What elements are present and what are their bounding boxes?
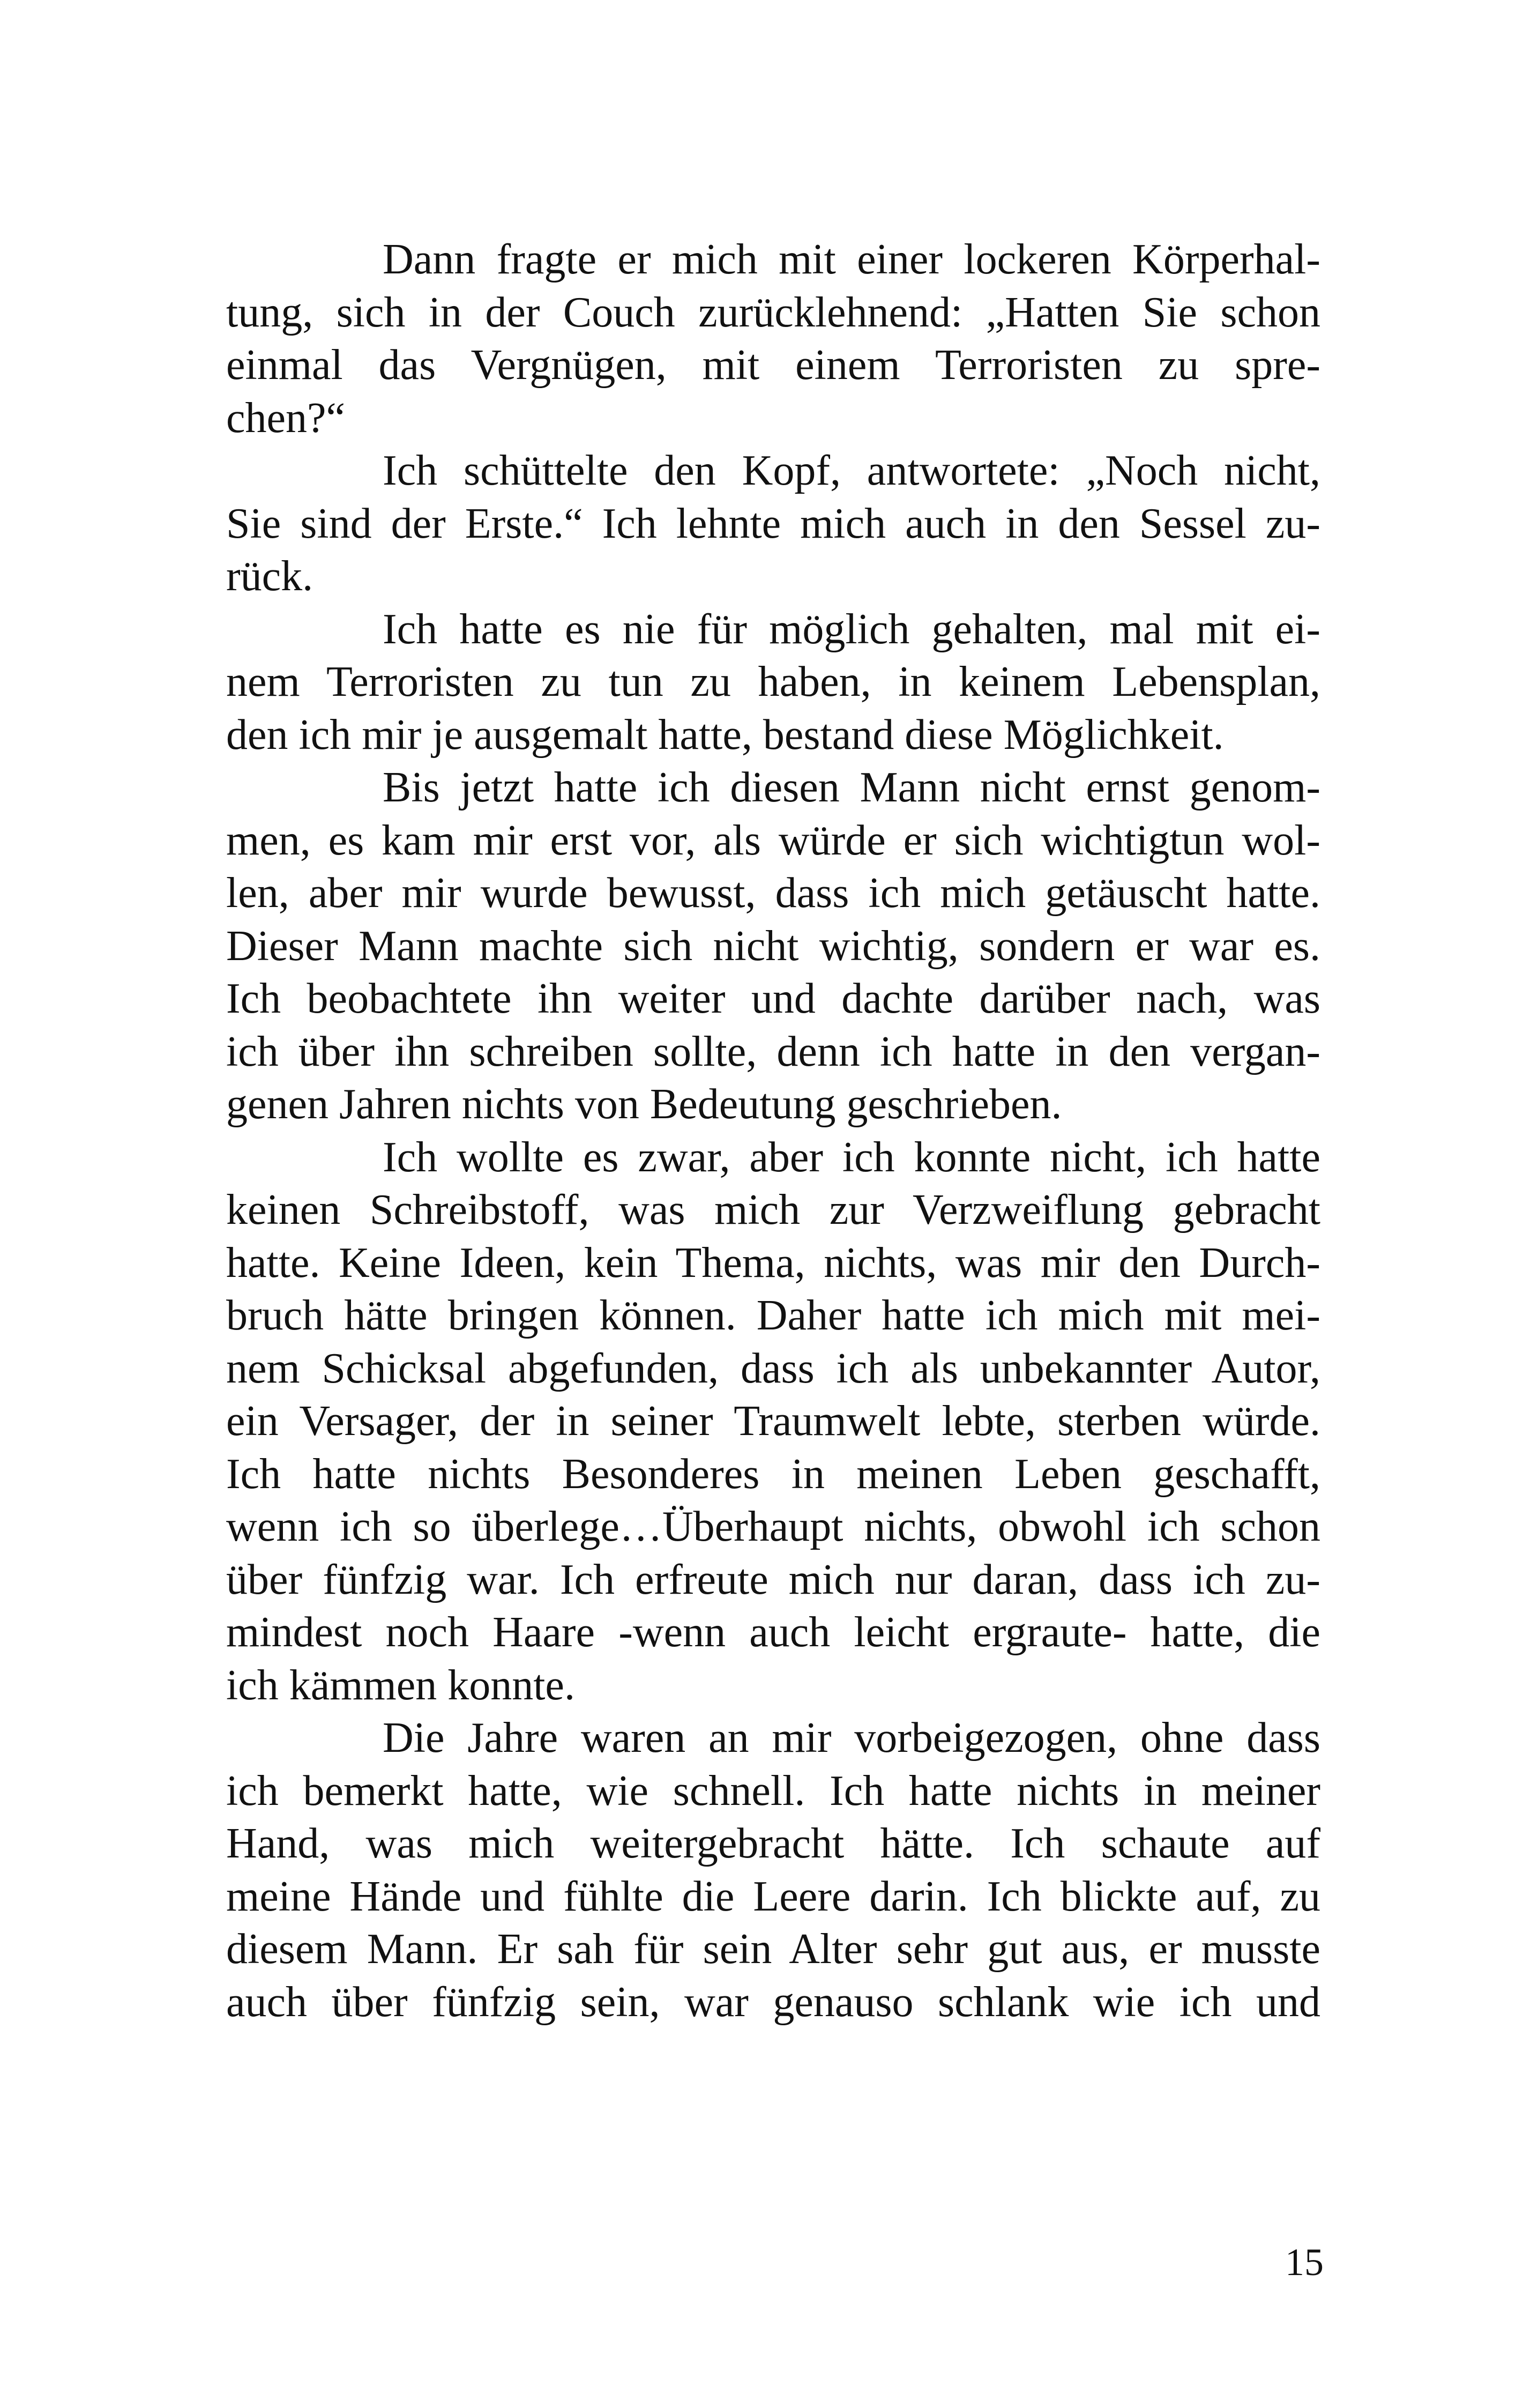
text-line: chen?“ — [226, 394, 346, 442]
text-line: meine Hände und fühlte die Leere darin. Ich blickte auf, zu — [226, 1872, 1320, 1920]
text-line: über fünfzig war. Ich erfreute mich nur daran, dass ich zu- — [226, 1556, 1320, 1603]
text-line: diesem Mann. Er sah für sein Alter sehr gut aus, er musste — [226, 1926, 1320, 1973]
text-line: einmal das Vergnügen, mit einem Terroristen zu spre- — [226, 341, 1320, 389]
text-line: ein Versager, der in seiner Traumwelt lebte, sterben würde. — [226, 1398, 1320, 1445]
text-line: auch über fünfzig sein, war genauso schlank wie ich und — [226, 1978, 1320, 2026]
text-line: bruch hätte bringen können. Daher hatte ich mich mit mei- — [226, 1292, 1320, 1339]
text-line: men, es kam mir erst vor, als würde er sich wichtigtun wol- — [226, 816, 1320, 864]
text-line: Die Jahre waren an mir vorbeigezogen, ohne dass — [383, 1714, 1320, 1762]
text-line: tung, sich in der Couch zurücklehnend: „Hatten Sie schon — [226, 288, 1320, 336]
text-line: Dann fragte er mich mit einer lockeren Körperhal- — [383, 236, 1320, 283]
page-number: 15 — [1285, 2241, 1324, 2284]
text-line: keinen Schreibstoff, was mich zur Verzweiflung gebracht — [226, 1186, 1320, 1233]
text-line: hatte. Keine Ideen, kein Thema, nichts, was mir den Durch- — [226, 1239, 1320, 1287]
text-line: Ich wollte es zwar, aber ich konnte nicht, ich hatte — [383, 1133, 1320, 1181]
text-line: genen Jahren nichts von Bedeutung geschrieben. — [226, 1081, 1062, 1128]
text-line: den ich mir je ausgemalt hatte, bestand diese Möglichkeit. — [226, 711, 1224, 759]
text-line: Ich hatte nichts Besonderes in meinen Leben geschafft, — [226, 1450, 1320, 1498]
text-line: Bis jetzt hatte ich diesen Mann nicht ernst genom- — [383, 764, 1320, 811]
text-line: wenn ich so überlege…Überhaupt nichts, obwohl ich schon — [226, 1503, 1320, 1550]
text-line: rück. — [226, 553, 313, 600]
text-line: Dieser Mann machte sich nicht wichtig, sondern er war es. — [226, 922, 1320, 970]
text-line: Sie sind der Erste.“ Ich lehnte mich auch in den Sessel zu- — [226, 500, 1320, 547]
text-line: Ich beobachtete ihn weiter und dachte darüber nach, was — [226, 975, 1320, 1022]
text-line: ich über ihn schreiben sollte, denn ich hatte in den vergan- — [226, 1028, 1320, 1075]
text-line: ich bemerkt hatte, wie schnell. Ich hatte nichts in meiner — [226, 1767, 1320, 1815]
text-line: mindest noch Haare -wenn auch leicht ergraute- hatte, die — [226, 1609, 1320, 1656]
text-line: Ich hatte es nie für möglich gehalten, mal mit ei- — [383, 605, 1320, 653]
text-line: len, aber mir wurde bewusst, dass ich mich getäuscht hatte. — [226, 869, 1320, 917]
body-text — [226, 233, 1320, 2028]
text-line: Ich schüttelte den Kopf, antwortete: „Noch nicht, — [383, 447, 1320, 494]
text-line: Hand, was mich weitergebracht hätte. Ich schaute auf — [226, 1820, 1320, 1867]
text-line: ich kämmen konnte. — [226, 1661, 575, 1709]
text-line: nem Terroristen zu tun zu haben, in keinem Lebensplan, — [226, 658, 1320, 705]
text-line: nem Schicksal abgefunden, dass ich als unbekannter Autor, — [226, 1344, 1320, 1392]
